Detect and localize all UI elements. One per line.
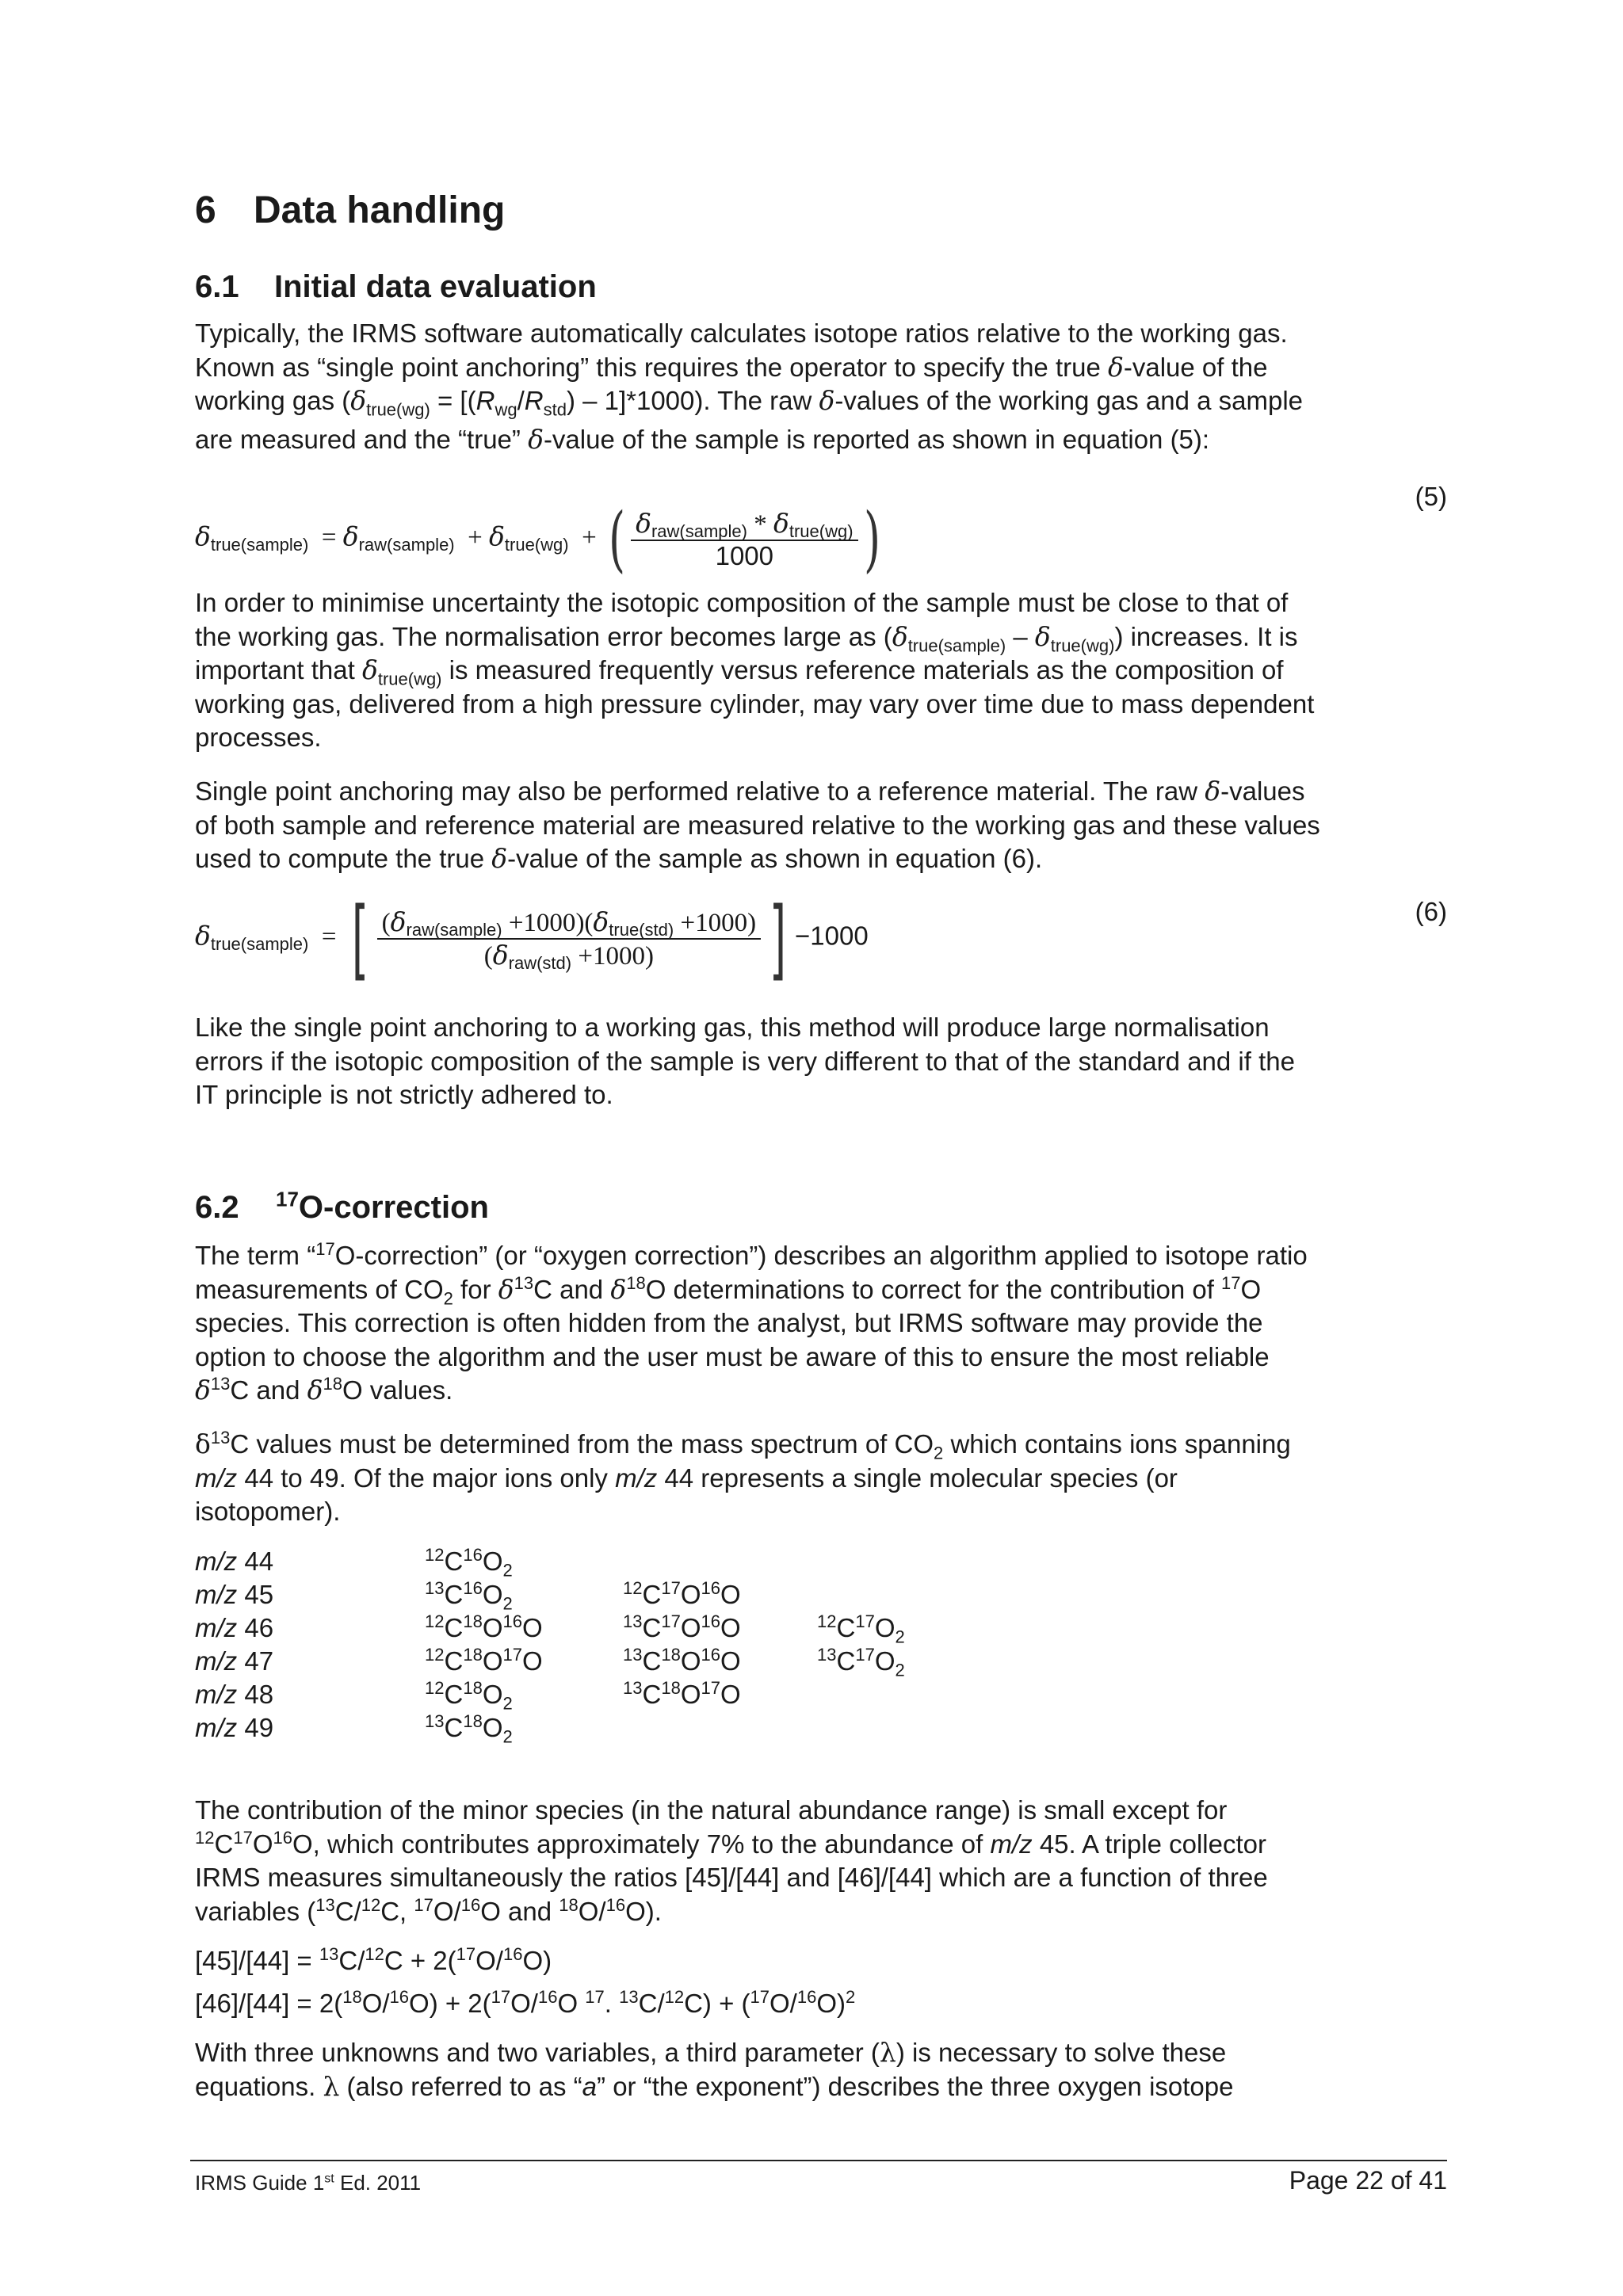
- paragraph-normalisation-errors: [195, 1011, 1447, 1112]
- isotopomer-species: $^{12}C^{17}O_2$: [817, 1611, 905, 1647]
- text-line: IRMS measures simultaneously the ratios [45]/[44] and [46]/[44] which are a function of three: [195, 1863, 1268, 1892]
- isotopomer-species: $^{13}C^{16}O_2$: [425, 1578, 513, 1614]
- text-line: m/z 44 to 49. Of the major ions only m/z 44 represents a single molecular species (or: [195, 1463, 1178, 1493]
- text-line: $\delta^{13}C$ and $\delta^{18}O$ values.: [195, 1374, 453, 1405]
- text-line: In order to minimise uncertainty the isotopic composition of the sample must be close to that of: [195, 588, 1289, 617]
- section-number: 6.1: [195, 269, 239, 304]
- equation-ratio-46-44: [46]/[44] = 2($^{18}$O/$^{16}$O) + 2($^{17}$O/$^{16}$O $^{17}$. $^{13}C/^{12}C) + (^{17}O/^{16}O)^2$: [195, 1987, 856, 2018]
- text-line: With three unknowns and two variables, a third parameter (λ) is necessary to solve these: [195, 2037, 1227, 2068]
- section-number: 6.2: [195, 1190, 239, 1225]
- isotopomer-species: $^{12}C^{16}O_2$: [425, 1545, 513, 1581]
- isotopomer-species: $^{12}C^{18}O^{17}O$: [425, 1645, 543, 1676]
- text-line: $^{12}C^{17}O^{16}O$, which contributes approximately 7% to the abundance of m/z 45. A triple collector: [195, 1827, 1266, 1859]
- text-line: species. This correction is often hidden from the analyst, but IRMS software may provide the: [195, 1308, 1263, 1337]
- footer-page-number: Page 22 of 41: [1289, 2166, 1447, 2195]
- isotopomer-species: $^{12}C^{17}O^{16}O$: [623, 1578, 741, 1609]
- mz-label: m/z 45: [195, 1580, 274, 1609]
- text-line: used to compute the true δ-value of the sample as shown in equation (6).: [195, 843, 1043, 874]
- isotopomer-species: $^{12}C^{18}O^{16}O$: [425, 1611, 543, 1642]
- text-line: Known as “single point anchoring” this requires the operator to specify the true δ-value of the: [195, 351, 1268, 383]
- equation-5: (5) δtrue(sample) = δraw(sample) + δtrue(wg) + ( $\frac{\text{δraw(sample) * δtrue(wg)}}{1000}$ ): [195, 482, 1447, 581]
- text-line: IT principle is not strictly adhered to.: [195, 1080, 613, 1109]
- mz-label: m/z 48: [195, 1680, 274, 1709]
- isotopomer-species: $^{13}C^{17}O_2$: [817, 1645, 905, 1680]
- text-line: of both sample and reference material are measured relative to the working gas and these values: [195, 810, 1320, 840]
- isotopomer-row: [195, 1645, 976, 1678]
- text-line: the working gas. The normalisation error becomes large as $(\delta_{true(sample)} - \delta_{true(wg)})$ increases. It is: [195, 620, 1298, 656]
- isotopomer-row: [195, 1545, 976, 1581]
- section-heading-6: [195, 189, 505, 232]
- text-line: The term “$^{17}$O-correction” (or “oxygen correction”) describes an algorithm applied to isotope ratio: [195, 1239, 1308, 1270]
- text-line: isotopomer).: [195, 1497, 341, 1526]
- isotopomer-species: $^{12}C^{18}O_2$: [425, 1678, 513, 1714]
- text-line: The contribution of the minor species (in the natural abundance range) is small except for: [195, 1795, 1228, 1825]
- isotopomer-row: [195, 1578, 976, 1614]
- text-line: errors if the isotopic composition of the sample is very different to that of the standard and if the: [195, 1046, 1295, 1076]
- text-line: important that $\delta_{true(wg)}$ is measured frequently versus reference materials as the composition of: [195, 654, 1284, 689]
- section-title: Initial data evaluation: [274, 269, 597, 304]
- text-line: Single point anchoring may also be performed relative to a reference material. The raw δ-values: [195, 776, 1305, 807]
- paragraph-mass-spectrum: [195, 1428, 1447, 1529]
- isotopomer-row: [195, 1711, 976, 1745]
- mz-label: m/z 47: [195, 1646, 274, 1676]
- paragraph-uncertainty: [195, 586, 1447, 755]
- paragraph-minor-species: [195, 1794, 1447, 1928]
- paragraph-reference-anchoring: [195, 775, 1447, 876]
- footer-document-title: IRMS Guide 1st Ed. 2011: [195, 2171, 422, 2195]
- text-line: variables ($^{13}$C/$^{12}$C, $^{17}$O/$^{16}$O and $^{18}$O/$^{16}$O).: [195, 1894, 662, 1926]
- isotopomer-species: $^{13}C^{18}O^{17}O$: [623, 1678, 741, 1709]
- isotopomer-species: $^{13}C^{18}O_2$: [425, 1711, 513, 1747]
- text-line: measurements of $CO_2$ for $\delta^{13}C$ and $\delta^{18}O$ determinations to correct for the contribution of $^{17}$O: [195, 1272, 1262, 1309]
- text-line: $\delta^{13}C$ values must be determined from the mass spectrum of $CO_2$ which contains ions spanning: [195, 1428, 1291, 1463]
- isotopomer-row: [195, 1678, 976, 1714]
- section-heading-6-2: 6.2 $^{17}$O-correction: [195, 1187, 489, 1225]
- equation-6: (6) δtrue(sample) = [ $\frac{\text{(δraw(sample) +1000)(δtrue(std) +1000)}}{\text{(δraw(std) +1000)}}$ ] −1000: [195, 888, 1447, 990]
- equation-number: (5): [1415, 482, 1447, 511]
- paragraph-o17-correction: [195, 1239, 1447, 1408]
- equation-number: (6): [1415, 897, 1447, 926]
- paragraph-single-point-anchoring: [195, 317, 1447, 456]
- text-line: processes.: [195, 723, 322, 752]
- isotopomer-table: [195, 1545, 976, 1745]
- text-line: equations. λ (also referred to as “a” or “the exponent”) describes the three oxygen isotope: [195, 2070, 1234, 2102]
- paragraph-lambda: [195, 2036, 1447, 2103]
- mz-label: m/z 46: [195, 1613, 274, 1642]
- text-line: are measured and the “true” δ-value of the sample is reported as shown in equation (5):: [195, 423, 1210, 455]
- equation-ratio-45-44: [45]/[44] = $^{13}$C/$^{12}$C + 2($^{17}$O/$^{16}$O): [195, 1944, 552, 1975]
- section-number: 6: [195, 189, 216, 231]
- mz-label: m/z 44: [195, 1547, 274, 1576]
- text-line: option to choose the algorithm and the user must be aware of this to ensure the most reliable: [195, 1341, 1270, 1371]
- footer-divider: [190, 2160, 1447, 2161]
- isotopomer-row: [195, 1611, 976, 1645]
- text-line: working gas $(\delta_{true(wg)} = [(R_{wg}/R_{std}) - 1]*1000)$. The raw δ-values of the working gas and a sample: [195, 385, 1304, 420]
- mz-label: m/z 49: [195, 1713, 274, 1742]
- text-line: Like the single point anchoring to a working gas, this method will produce large normalisation: [195, 1013, 1270, 1042]
- section-title: Data handling: [254, 189, 506, 231]
- text-line: Typically, the IRMS software automatically calculates isotope ratios relative to the working gas.: [195, 318, 1288, 348]
- section-title: O-correction: [298, 1190, 489, 1225]
- section-heading-6-1: [195, 269, 597, 305]
- isotopomer-species: $^{13}C^{17}O^{16}O$: [623, 1611, 741, 1642]
- isotopomer-species: $^{13}C^{18}O^{16}O$: [623, 1645, 741, 1676]
- text-line: working gas, delivered from a high pressure cylinder, may vary over time due to mass dependent: [195, 688, 1315, 719]
